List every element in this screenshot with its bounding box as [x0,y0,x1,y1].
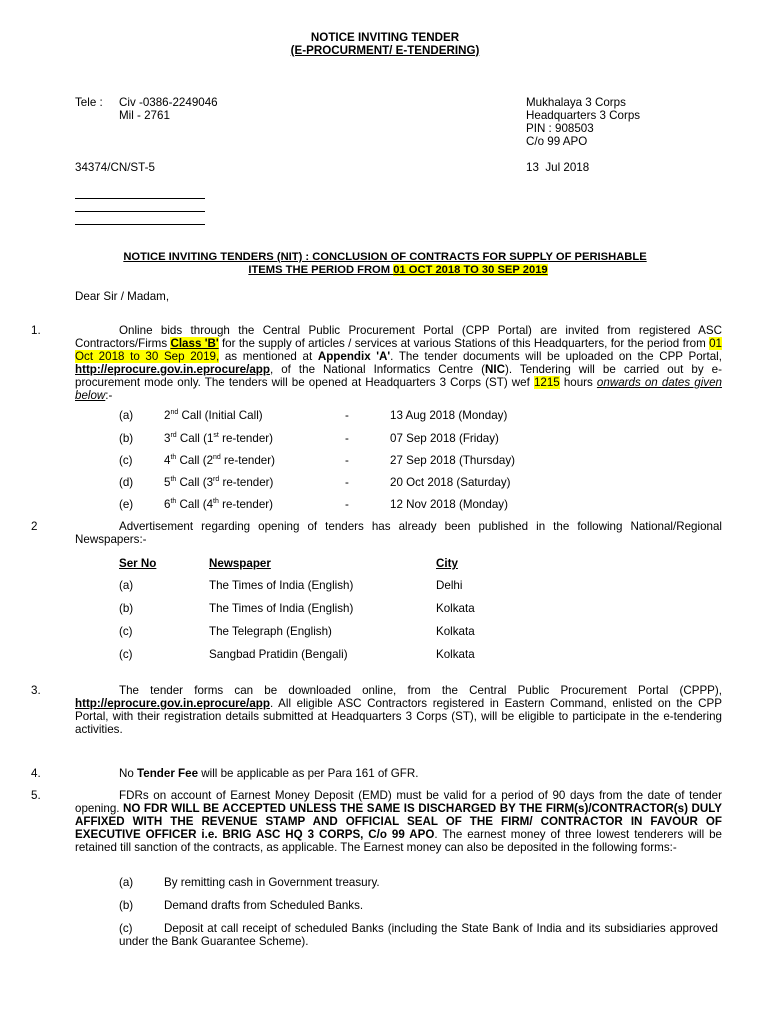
para4-text: will be applicable as per Para 161 of GFR. [198,767,419,780]
para-number: 3. [31,684,41,697]
title-line-2: (E-PROCURMENT/ E-TENDERING) [290,44,480,57]
paragraph-5 [31,789,722,854]
address-block [526,96,640,148]
paragraph-1 [31,324,723,402]
addressee-line [75,211,205,212]
call-num: 3 [164,432,171,445]
call-name [164,498,273,511]
reference-number: 34374/CN/ST-5 [75,161,155,174]
newspaper-name: Sangbad Pratidin (Bengali) [209,648,348,661]
para2-text: Advertisement regarding opening of tenders has already been published in the following National/Regional Newspapers:- [75,520,722,546]
para4-text: No [119,767,138,780]
para1-text: . The tender documents will be uploaded on the CPP Portal, [390,350,722,363]
form-ser: (c) [119,922,133,935]
subject-period: 01 OCT 2018 TO 30 SEP 2019 [393,264,548,276]
letter-date: 13 Jul 2018 [526,161,590,174]
call-ser: (b) [119,432,134,445]
para1-text: :- [105,389,113,402]
call-ser: (d) [119,476,134,489]
call-sup: rd [213,476,220,484]
portal-link[interactable]: http://eprocure.gov.in.eprocure/app [75,697,270,710]
newspaper-city: Kolkata [436,648,475,661]
newspaper-name: The Times of India (English) [209,579,354,592]
call-dash: - [345,409,349,422]
para1-text: Online bids through the Central Public Procurement Portal (CPP Portal) are invited from registered ASC Contractors/Firms [75,324,722,350]
para-number: 5. [31,789,41,802]
title-line-1: NOTICE INVITING TENDER [310,31,460,44]
nic-abbrev: NIC [484,363,505,376]
subject-line-2 [0,264,770,277]
call-num: 2 [164,409,171,422]
opening-time: 1215 [533,376,560,389]
fdr-condition: NO FDR WILL BE ACCEPTED UNLESS THE SAME IS DISCHARGED BY THE FIRM(s)/CONTRACTOR(s) DULY AFFIXED WITH THE REVENUE STAMP AND OFFICIAL SEAL OF THE FIRM/ CONTRACTOR IN FAVOUR OF EXECUTIVE OFFICER i.e. BRIG ASC HQ 3 CORPS, C/o 99 APO [75,802,722,841]
call-date: 07 Sep 2018 (Friday) [390,432,499,445]
paragraph-3 [31,684,722,736]
para-number: 4. [31,767,41,780]
form-item-c [119,922,718,948]
header-newspaper: Newspaper [209,557,271,570]
para1-text: ). Tendering will be carried out by e-procurement mode only. The tenders will be opened at Headquarters 3 Corps (ST) wef [75,363,722,389]
call-dash: - [345,454,349,467]
para-number: 1. [31,324,41,337]
call-dash: - [345,498,349,511]
para1-text: for the supply of articles / services at various Stations of this Headquarters, for the period from [218,337,710,350]
call-sup: nd [170,409,179,417]
para1-text: as mentioned at [219,350,318,363]
addressee-line [75,224,205,225]
newspaper-ser: (a) [119,579,134,592]
newspaper-ser: (c) [119,648,133,661]
call-rest: re-tender) [219,476,274,489]
call-name [164,476,273,489]
call-date: 27 Sep 2018 (Thursday) [390,454,516,467]
form-ser: (a) [119,876,134,889]
call-sup: st [213,432,219,440]
call-name [164,409,263,422]
para5-text: . The earnest money of three lowest tenderers will be retained till sanction of the contracts, as applicable. The Earnest money can also be deposited in the following forms:- [75,828,722,854]
call-rest: Call (1 [176,432,214,445]
newspaper-city: Kolkata [436,602,475,615]
call-sup: th [170,454,177,462]
call-name [164,432,273,445]
para3-text: . All eligible ASC Contractors registered in Eastern Command, enlisted on the CPP Portal, with their registration details submitted at Headquarters 3 Corps (ST), will be eligible to participate in the e-tendering activities. [75,697,722,736]
call-num: 6 [164,498,171,511]
subject-line-1: NOTICE INVITING TENDERS (NIT) : CONCLUSION OF CONTRACTS FOR SUPPLY OF PERISHABLE [123,251,647,263]
appendix-ref: Appendix 'A' [317,350,391,363]
call-sup: th [213,498,219,506]
newspaper-city: Delhi [436,579,463,592]
header-ser-no: Ser No [119,557,157,570]
call-name [164,454,275,467]
call-date: 12 Nov 2018 (Monday) [390,498,508,511]
portal-link[interactable]: http://eprocure.gov.in.eprocure/app [75,363,270,376]
para1-text: hours [559,376,597,389]
dates-note: onwards on dates given below [75,376,722,402]
call-date: 20 Oct 2018 (Saturday) [390,476,511,489]
call-rest: re-tender) [218,498,273,511]
address-line: Mukhalaya 3 Corps [526,96,626,109]
para5-text: FDRs on account of Earnest Money Deposit (EMD) must be valid for a period of 90 days from the date of tender opening. [75,789,722,815]
newspaper-ser: (c) [119,625,133,638]
call-dash: - [345,432,349,445]
form-text: Deposit at call receipt of scheduled Banks (including the State Bank of India and its subsidiaries approved under the Bank Guarantee Scheme). [119,922,718,948]
newspaper-ser: (b) [119,602,134,615]
call-num: 4 [164,454,171,467]
call-rest: re-tender) [218,432,273,445]
call-sup: rd [170,432,177,440]
tender-fee: Tender Fee [137,767,199,780]
document-title [0,31,770,57]
newspaper-name: The Telegraph (English) [209,625,332,638]
phone-civ: Civ -0386-2249046 [119,96,218,109]
call-ser: (a) [119,409,134,422]
call-sup: th [170,476,177,484]
call-rest: re-tender) [220,454,275,467]
address-line: PIN : 908503 [526,122,594,135]
newspaper-city: Kolkata [436,625,475,638]
call-ser: (c) [119,454,133,467]
call-sup: nd [213,454,221,462]
call-dash: - [345,476,349,489]
form-ser: (b) [119,899,134,912]
addressee-line [75,198,205,199]
paragraph-2 [31,520,722,546]
call-rest: Call (4 [176,498,214,511]
subject [0,251,770,277]
subject-line-2-text: ITEMS THE PERIOD FROM [248,264,394,276]
salutation: Dear Sir / Madam, [75,290,170,303]
para3-text: The tender forms can be downloaded online, from the Central Public Procurement Portal (CPPP), [119,684,722,697]
call-sup: th [170,498,177,506]
call-rest: Call (Initial Call) [178,409,263,422]
call-num: 5 [164,476,171,489]
call-rest: Call (2 [176,454,214,467]
contractor-class: Class 'B' [170,337,219,350]
form-text: Demand drafts from Scheduled Banks. [164,899,364,912]
paragraph-4 [31,767,722,780]
address-line: Headquarters 3 Corps [526,109,641,122]
tele-label: Tele : [75,96,103,109]
call-date: 13 Aug 2018 (Monday) [390,409,508,422]
para1-text: , of the National Informatics Centre ( [269,363,485,376]
phone-mil: Mil - 2761 [119,109,170,122]
para-number: 2 [31,520,38,533]
address-line: C/o 99 APO [526,135,588,148]
contract-period: 01 Oct 2018 to 30 Sep 2019, [75,337,723,363]
call-rest: Call (3 [176,476,214,489]
newspaper-name: The Times of India (English) [209,602,354,615]
form-text: By remitting cash in Government treasury. [164,876,380,889]
header-city: City [436,557,458,570]
call-ser: (e) [119,498,134,511]
